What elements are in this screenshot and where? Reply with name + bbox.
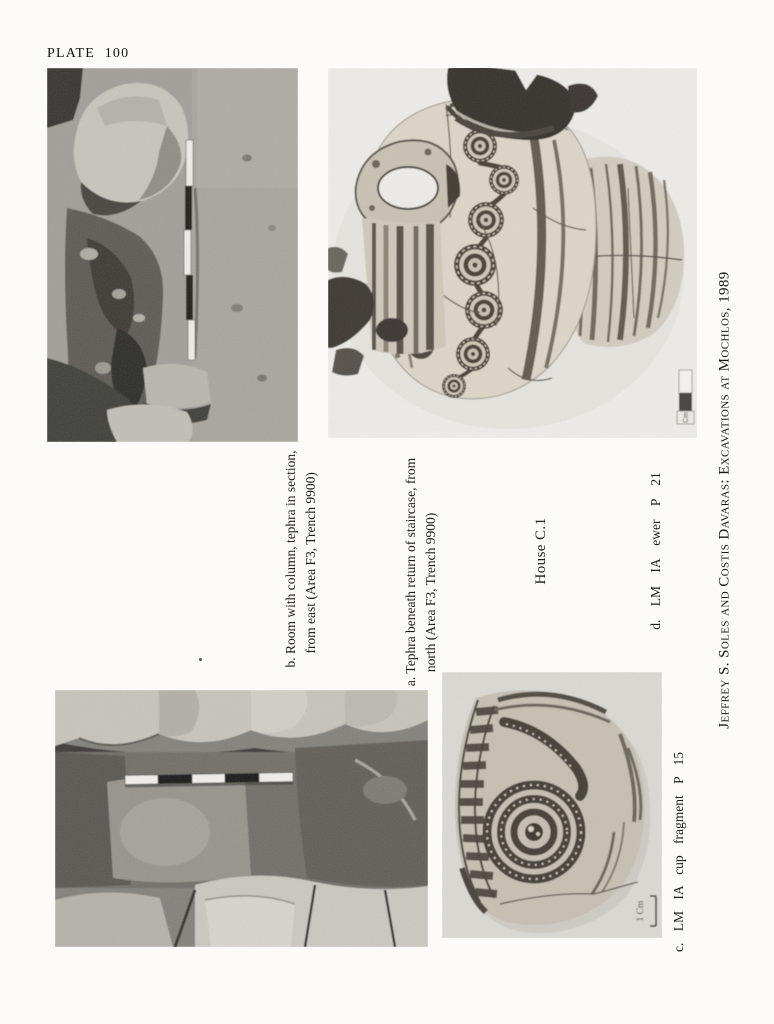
caption-b [281, 450, 322, 667]
photo-a-tephra-staircase [55, 690, 428, 947]
plate-number-label: PLATE 100 [47, 46, 130, 61]
caption-d: d. LM IA ewer P 21 [647, 472, 663, 630]
caption-a-line2: north (Area F3, Trench 9900) [423, 512, 438, 673]
caption-b-line1: b. Room with column, tephra in section, [282, 450, 298, 668]
caption-b-line2: from east (Area F3, Trench 9900) [303, 472, 318, 654]
photo-d-ewer [328, 68, 697, 438]
ewer-scale-label: Cm [683, 412, 690, 423]
publication-signature: Jeffrey S. Soles and Costis Davaras: Excavations at Mochlos, 1989 [716, 271, 733, 729]
caption-c: c. LM IA cup fragment P 15 [670, 751, 686, 953]
cup-scale-label: 1 Cm [636, 900, 646, 922]
caption-a [401, 458, 442, 686]
house-label: House C.1 [532, 517, 549, 585]
photo-b-room-with-column [47, 68, 298, 442]
scan-speck [199, 658, 202, 661]
caption-a-line1: a. Tephra beneath return of staircase, from [402, 457, 418, 687]
photo-c-cup-fragment [442, 672, 662, 938]
